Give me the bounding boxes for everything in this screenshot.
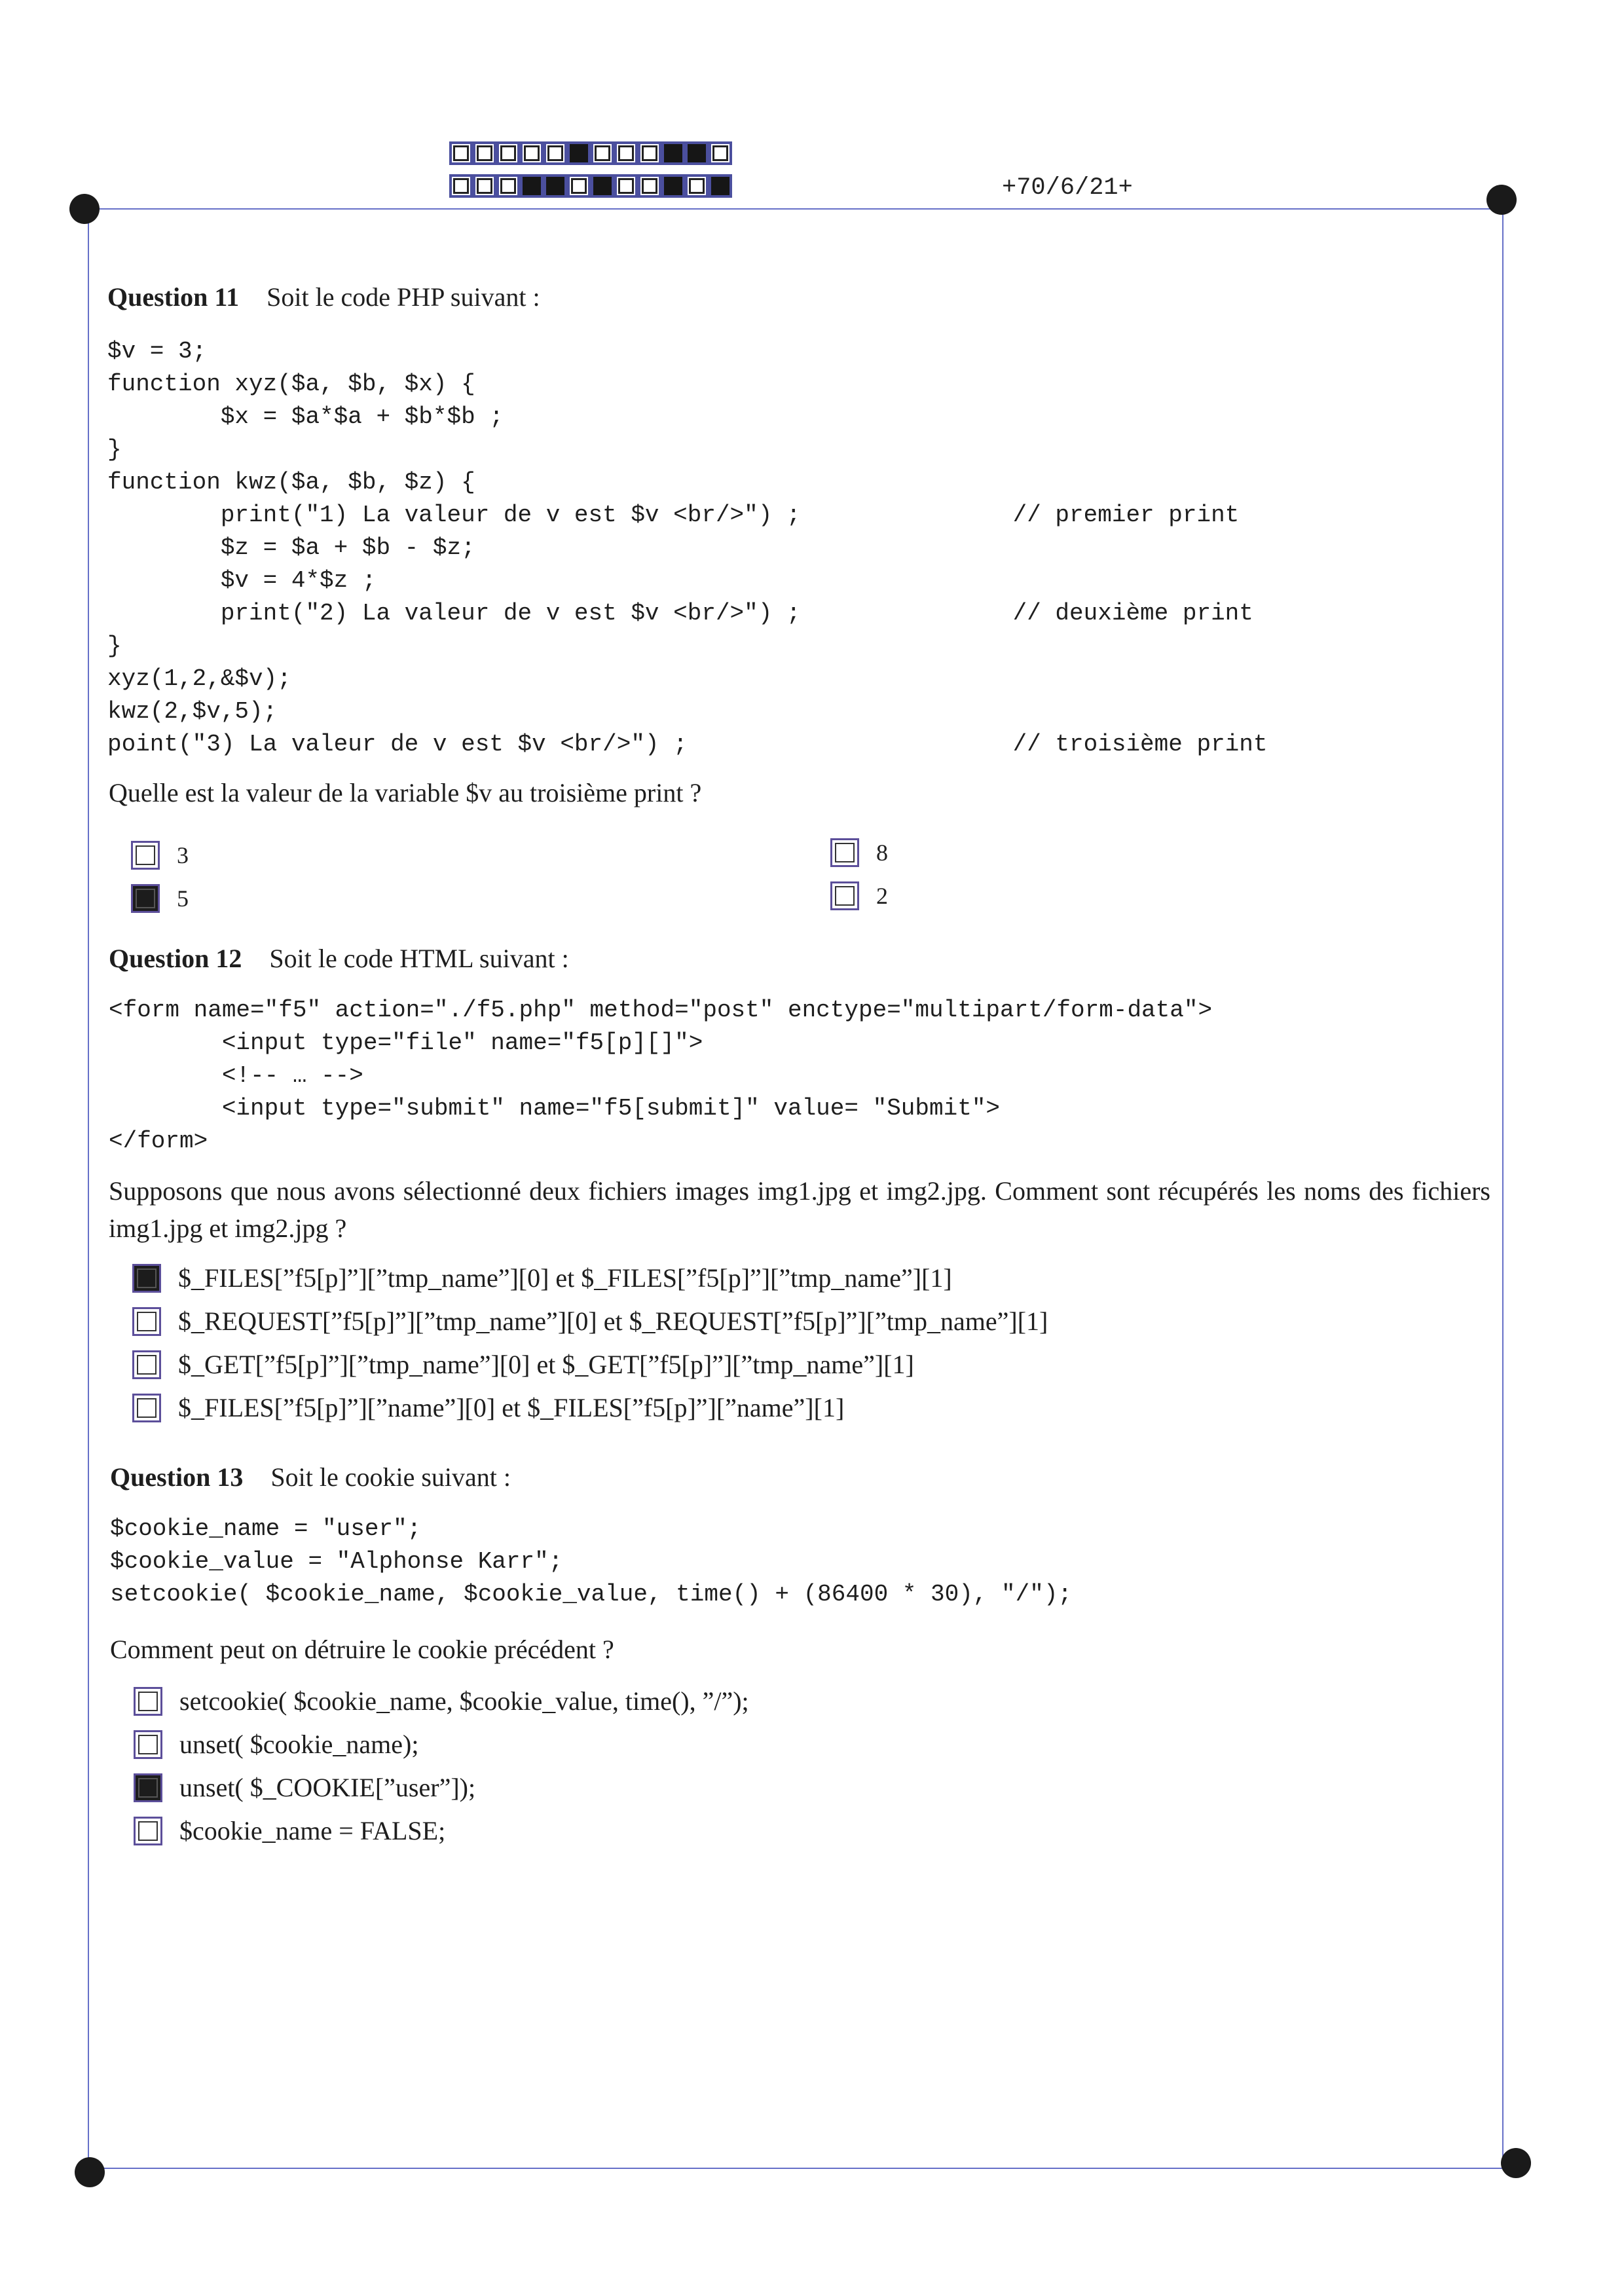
corner-marker-top-right [1486, 185, 1517, 215]
q12-choice-4[interactable] [132, 1392, 844, 1423]
barcode-cell [567, 174, 591, 198]
question-13-code: $cookie_name = "user"; $cookie_value = "Alphonse Karr"; setcookie( $cookie_name, $cookie_value, time() + (86400 * 30), "/"); [110, 1515, 1073, 1608]
question-label: Question 11 [107, 282, 240, 312]
answer-checkbox[interactable] [132, 1307, 161, 1336]
barcode-cell [614, 174, 638, 198]
choice-label: 2 [876, 883, 888, 909]
frame-top-line [85, 208, 1505, 210]
q12-choice-1[interactable] [132, 1263, 952, 1293]
barcode-cell [614, 141, 638, 165]
q11-choice-1[interactable] [131, 841, 189, 870]
barcode-top-row [449, 141, 732, 165]
barcode-cell [496, 174, 520, 198]
barcode-cell [661, 141, 685, 165]
barcode-cell [449, 174, 473, 198]
corner-marker-top-left [69, 194, 100, 224]
answer-checkbox[interactable] [830, 881, 859, 910]
choice-label: 5 [177, 885, 189, 912]
question-13-heading [110, 1462, 511, 1492]
corner-marker-bottom-left [75, 2157, 105, 2187]
question-12-prompt: Supposons que nous avons sélectionné deux fichiers images img1.jpg et img2.jpg. Comment sont récupérés les noms des fichiers img1.jpg et img2.jpg ? [109, 1176, 1490, 1243]
choice-label: 3 [177, 842, 189, 868]
answer-checkbox[interactable] [132, 1264, 161, 1293]
answer-checkbox[interactable] [134, 1687, 162, 1716]
question-13-prompt: Comment peut on détruire le cookie précédent ? [110, 1635, 614, 1664]
answer-checkbox[interactable] [131, 884, 160, 913]
corner-marker-bottom-right [1501, 2148, 1531, 2178]
barcode-cell [591, 141, 614, 165]
frame-left-line [88, 208, 89, 2173]
q13-choice-4[interactable] [134, 1815, 445, 1846]
barcode-cell [638, 174, 661, 198]
barcode-cell [496, 141, 520, 165]
q13-choice-1[interactable] [134, 1686, 749, 1716]
choice-label: unset( $cookie_name); [179, 1730, 419, 1759]
question-intro: Soit le code HTML suivant : [269, 944, 569, 973]
question-intro: Soit le code PHP suivant : [267, 282, 540, 312]
barcode-cell [591, 174, 614, 198]
q11-choice-2[interactable] [131, 884, 189, 913]
barcode-cell [544, 174, 567, 198]
answer-checkbox[interactable] [134, 1730, 162, 1759]
q12-choice-2[interactable] [132, 1306, 1048, 1337]
barcode-cell [709, 174, 732, 198]
barcode-cell [544, 141, 567, 165]
answer-checkbox[interactable] [134, 1817, 162, 1845]
barcode-cell [520, 174, 544, 198]
question-11-prompt: Quelle est la valeur de la variable $v au troisième print ? [109, 778, 702, 807]
answer-checkbox[interactable] [132, 1394, 161, 1422]
q13-choice-3[interactable] [134, 1772, 475, 1803]
barcode-bottom-row [449, 174, 732, 198]
question-12-code: <form name="f5" action="./f5.php" method="post" enctype="multipart/form-data"> <input type="file" name="f5[p][]"> <!-- … --> <input type="submit" name="f5[submit]" value= "Submit"> </form> [109, 997, 1213, 1155]
choice-label: $_FILES[”f5[p]”][”tmp_name”][0] et $_FILES[”f5[p]”][”tmp_name”][1] [178, 1263, 952, 1293]
answer-checkbox[interactable] [131, 841, 160, 870]
q11-choice-4[interactable] [830, 881, 888, 910]
choice-label: 8 [876, 840, 888, 866]
barcode-cell [449, 141, 473, 165]
answer-checkbox[interactable] [830, 838, 859, 867]
choice-label: $_FILES[”f5[p]”][”name”][0] et $_FILES[”f5[p]”][”name”][1] [178, 1393, 845, 1422]
choice-label: setcookie( $cookie_name, $cookie_value, time(), ”/”); [179, 1686, 749, 1716]
answer-checkbox[interactable] [134, 1773, 162, 1802]
choice-label: unset( $_COOKIE[”user”]); [179, 1773, 476, 1802]
question-12-heading [109, 943, 569, 974]
question-11-heading [107, 282, 540, 312]
barcode-cell [473, 141, 496, 165]
choice-label: $_REQUEST[”f5[p]”][”tmp_name”][0] et $_REQUEST[”f5[p]”][”tmp_name”][1] [178, 1306, 1048, 1336]
barcode-cell [685, 141, 709, 165]
question-intro: Soit le cookie suivant : [270, 1462, 511, 1492]
choice-label: $cookie_name = FALSE; [179, 1816, 446, 1845]
barcode-cell [520, 141, 544, 165]
q12-choice-3[interactable] [132, 1349, 914, 1380]
barcode-cell [473, 174, 496, 198]
barcode-cell [685, 174, 709, 198]
barcode-cell [638, 141, 661, 165]
choice-label: $_GET[”f5[p]”][”tmp_name”][0] et $_GET[”f5[p]”][”tmp_name”][1] [178, 1350, 914, 1379]
question-11-code: $v = 3; function xyz($a, $b, $x) { $x = $a*$a + $b*$b ; } function kwz($a, $b, $z) { print("1) La valeur de v est $v <br/>") ; // premier print $z = $a + $b - $z; $v = 4*$z ; print("2) La valeur de v est $v <br/>") ; // deuxième print } xyz(1,2,&$v); kwz(2,$v,5); point("3) La valeur de v est $v <br/>") ; // troisième print [107, 338, 1268, 758]
frame-bottom-line [89, 2168, 1517, 2169]
q13-choice-2[interactable] [134, 1729, 418, 1760]
frame-right-line [1502, 203, 1504, 2168]
barcode-cell [709, 141, 732, 165]
question-label: Question 13 [110, 1462, 244, 1492]
question-label: Question 12 [109, 944, 242, 973]
q11-choice-3[interactable] [830, 838, 888, 867]
answer-checkbox[interactable] [132, 1350, 161, 1379]
page-id: +70/6/21+ [1002, 174, 1133, 202]
barcode-cell [567, 141, 591, 165]
barcode-cell [661, 174, 685, 198]
